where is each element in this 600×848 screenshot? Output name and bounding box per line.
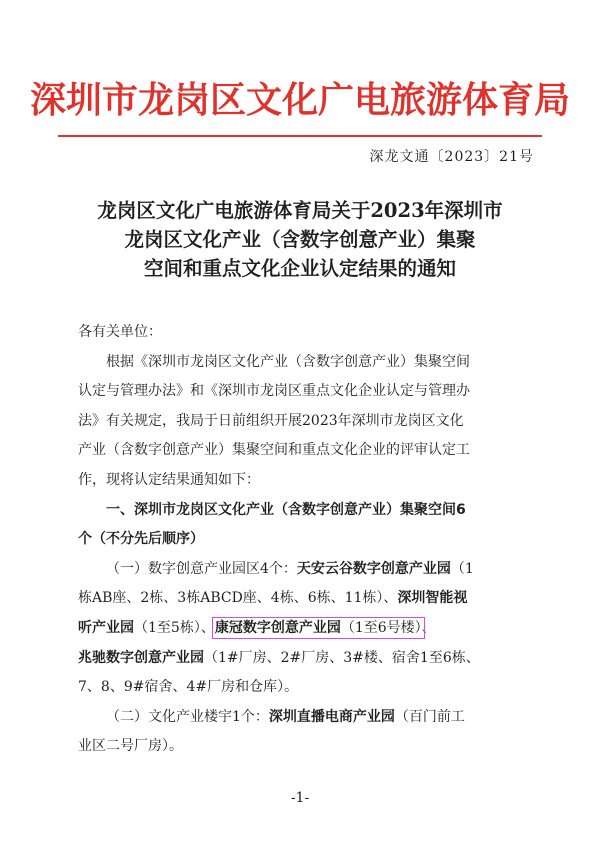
subsection-line (78, 644, 534, 674)
paragraph-line: 作，现将认定结果通知如下： (78, 471, 260, 488)
park-name: 深圳智能视 (397, 590, 468, 607)
subsection-line (78, 614, 534, 644)
page-number: -1- (290, 790, 310, 806)
subsection-line: 业区二号厂房）。 (78, 738, 183, 755)
subsection-line (78, 584, 534, 614)
section-heading-line: 个（不分先后顺序） (78, 531, 204, 548)
park-detail: （1至6号楼） (340, 619, 422, 636)
park-name: 天安云谷数字创意产业园 (296, 560, 451, 577)
park-name: 兆驰数字创意产业园 (78, 649, 204, 666)
subsection-label: （一）数字创意产业园区4个： (106, 560, 297, 577)
header-red-rule (58, 135, 542, 137)
salutation: 各有关单位： (78, 324, 162, 340)
document-number: 深龙文通〔2023〕21号 (369, 149, 534, 165)
subsection-line (78, 703, 534, 733)
park-detail: （1#厂房、2#厂房、3#楼、宿舍1至6栋、 (204, 649, 480, 666)
issuing-authority-header: 深圳市龙岗区文化广电旅游体育局 (29, 79, 570, 121)
paragraph-line: 产业（含数字创意产业）集聚空间和重点文化企业的评审认定工 (78, 442, 470, 459)
title-line-3: 空间和重点文化企业认定结果的通知 (143, 257, 456, 280)
park-detail: （1至5栋）、 (134, 619, 215, 636)
park-detail: 栋AB座、2栋、3栋ABCD座、4栋、6栋、11栋）、 (78, 590, 398, 607)
subsection-line (78, 555, 534, 585)
park-name: 康冠数字创意产业园 (214, 619, 341, 636)
paragraph-line: 法》有关规定，我局于日前组织开展2023年深圳市龙岗区文化 (78, 412, 464, 429)
park-name: 听产业园 (78, 619, 134, 636)
park-detail: （百门前工 (394, 708, 465, 725)
subsection-label: （二）文化产业楼宇1个： (106, 708, 269, 725)
highlighted-park-entry (215, 620, 422, 636)
park-name: 深圳直播电商产业园 (268, 708, 395, 725)
paragraph-line: 认定与管理办法》和《深圳市龙岗区重点文化企业认定与管理办 (78, 383, 470, 400)
subsection-line: 7、8、9#宿舍、4#厂房和仓库）。 (78, 679, 299, 696)
paragraph-line: 根据《深圳市龙岗区文化产业（含数字创意产业）集聚空间 (106, 353, 470, 370)
park-separator: 、 (421, 619, 436, 636)
notice-body (78, 318, 534, 762)
title-line-2: 龙岗区文化产业（含数字创意产业）集聚 (124, 228, 476, 251)
park-detail: （1 (450, 560, 474, 577)
notice-title (50, 196, 550, 283)
title-line-1: 龙岗区文化广电旅游体育局关于2023年深圳市 (97, 199, 503, 222)
section-heading-line: 一、深圳市龙岗区文化产业（含数字创意产业）集聚空间6 (106, 501, 466, 518)
